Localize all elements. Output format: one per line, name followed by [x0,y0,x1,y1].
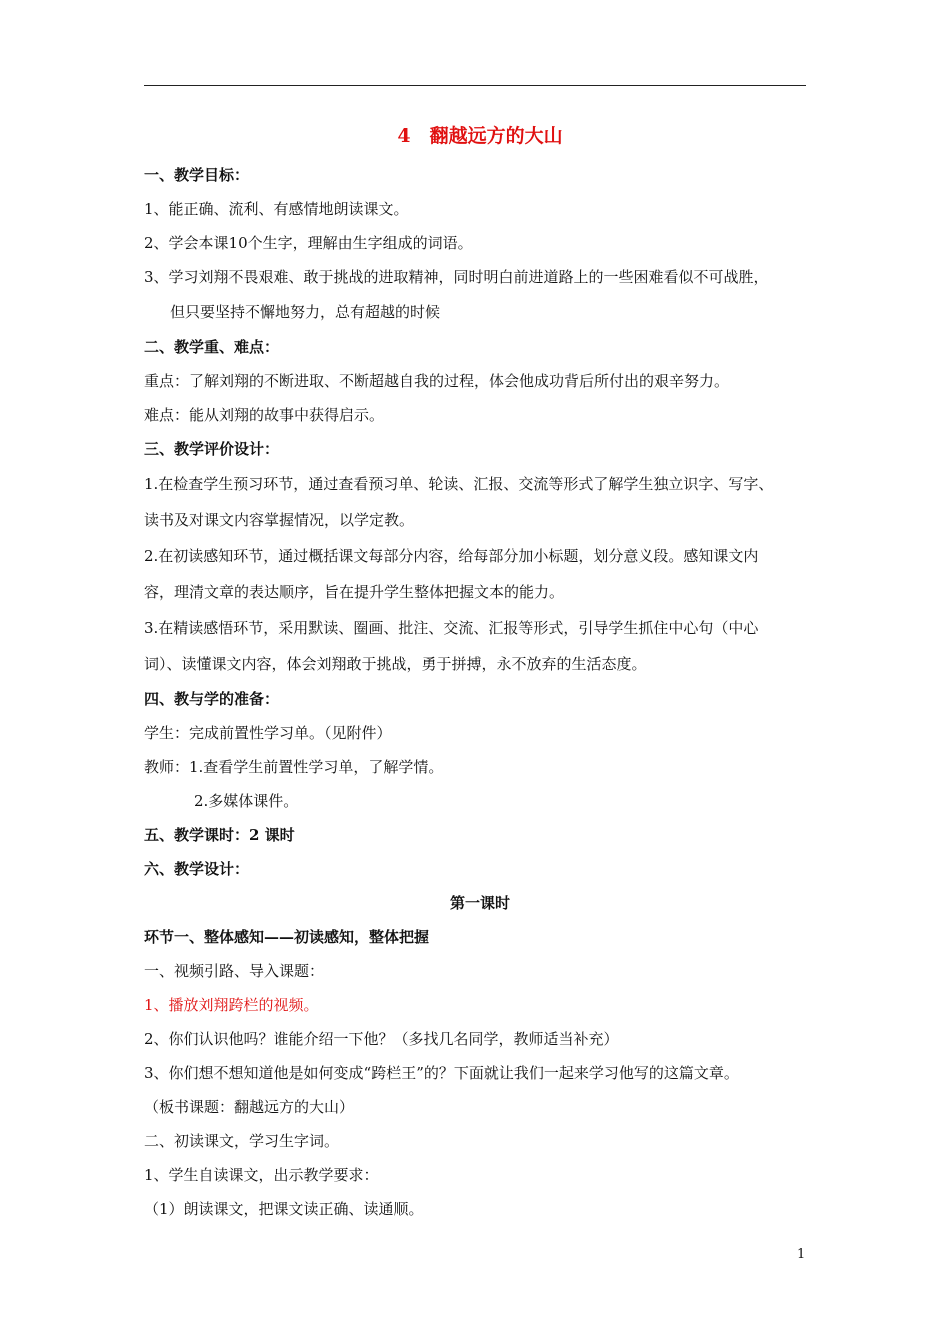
page-number: 1 [797,1247,806,1262]
paragraph-line: 2.在初读感知环节，通过概括课文每部分内容，给每部分加小标题，划分意义段。感知课文内 [144,547,759,565]
paragraph-line: 3、你们想不想知道他是如何变成“跨栏王”的？下面就让我们一起来学习他写的这篇文章。 [144,1064,739,1082]
section-heading: 二、教学重、难点： [144,338,280,356]
paragraph-line: 1、学生自读课文，出示教学要求： [144,1166,379,1184]
highlight-line: 1、播放刘翔跨栏的视频。 [144,996,319,1014]
section-heading: 环节一、整体感知——初读感知，整体把握 [144,928,430,946]
paragraph-line: 词）、读懂课文内容，体会刘翔敢于挑战，勇于拼搏，永不放弃的生活态度。 [144,655,647,673]
paragraph-line: 容，理清文章的表达顺序，旨在提升学生整体把握文本的能力。 [144,583,565,601]
paragraph-line: （1）朗读课文，把课文读正确、读通顺。 [144,1200,424,1218]
header-rule [144,85,806,86]
document-title: 4 翻越远方的大山 [397,125,563,147]
paragraph-line: 2、你们认识他吗？谁能介绍一下他？（多找几名同学，教师适当补充） [144,1030,619,1048]
section-heading: 三、教学评价设计： [144,440,280,458]
paragraph-line: 3、学习刘翔不畏艰难、敢于挑战的进取精神，同时明白前进道路上的一些困难看似不可战胜， [144,268,769,286]
paragraph-line: 读书及对课文内容掌握情况，以学定教。 [144,511,415,529]
paragraph-line: 学生：完成前置性学习单。（见附件） [144,724,392,742]
lesson-heading: 第一课时 [449,894,510,912]
paragraph-line: 1.在检查学生预习环节，通过查看预习单、轮读、汇报、交流等形式了解学生独立识字、写字、 [144,475,774,493]
section-heading: 六、教学设计： [144,860,250,878]
paragraph-line: 二、初读课文，学习生字词。 [144,1132,340,1150]
paragraph-line: 1、能正确、流利、有感情地朗读课文。 [144,200,409,218]
paragraph-line: 教师：1.查看学生前置性学习单，了解学情。 [144,758,444,776]
paragraph-line: 2、学会本课10个生字，理解由生字组成的词语。 [144,234,473,252]
paragraph-line: 重点：了解刘翔的不断进取、不断超越自我的过程，体会他成功背后所付出的艰辛努力。 [144,372,730,390]
paragraph-line: （板书课题：翻越远方的大山） [144,1098,355,1116]
section-heading: 四、教与学的准备： [144,690,280,708]
paragraph-line: 难点：能从刘翔的故事中获得启示。 [144,406,385,424]
section-heading: 一、教学目标： [144,166,250,184]
document-body [144,118,816,1226]
paragraph-line: 3.在精读感悟环节，采用默读、圈画、批注、交流、汇报等形式，引导学生抓住中心句（中心 [144,619,759,637]
paragraph-line: 2.多媒体课件。 [194,792,299,810]
section-heading: 五、教学课时：2 课时 [144,826,295,844]
paragraph-line: 但只要坚持不懈地努力，总有超越的时候 [170,303,441,321]
paragraph-line: 一、视频引路、导入课题： [144,962,325,980]
